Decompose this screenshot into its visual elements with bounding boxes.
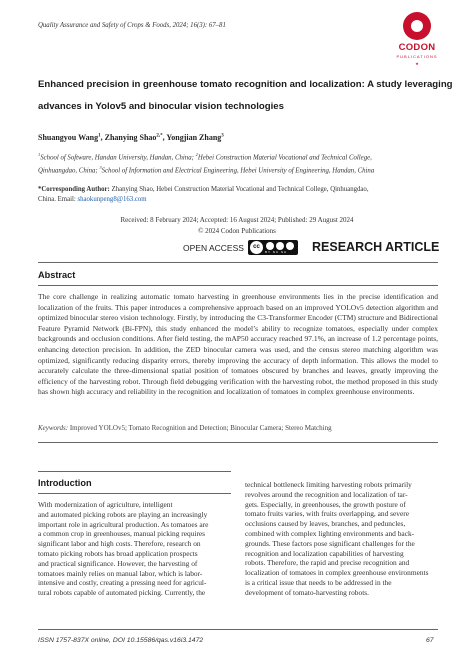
title-line-2: advances in Yolov5 and binocular vision technologies: [38, 101, 284, 112]
footer-issn-doi: ISSN 1757-837X online, DOI 10.15586/qas.v16i3.1472: [38, 637, 204, 644]
abstract-body: The core challenge in realizing automatic tomato harvesting in greenhouse environments lies in the precise identification and localization of the fruits. This paper introduces a comprehensive approach based on an improved YOLOv5 detection algorithm and optimized binocular stereo vision technology. Firstly, by introducing the C3-Transformer Encoder (CTM) structure and Bidirectional Feature Pyramid Network (Bi-FPN), this study enhanced the model’s ability to recognize tomatoes, especially under complex backgrounds and occlusion conditions. After field testing, the mAP50 accuracy reached 97.1%, an increase of 1.2 percentage points, enhancing detection precision. In addition, the ZED binocular camera was used, and the census stereo matching algorithm was optimized, significantly reducing disparity errors, thereby improving the accuracy of depth information. This allows the model to accurately calculate the three-dimensional spatial position of tomatoes obscured by branches and leaves, greatly improving the efficiency of the harvesting robot. Through field debugging verification with the harvesting robot, the method proposed in this study has shown high accuracy and reliability in the recognition and localization of tomatoes in complex greenhouse environments.: [38, 292, 438, 397]
affiliation-marker: 1: [38, 152, 41, 157]
copyright-line: © 2024 Codon Publications: [198, 226, 276, 235]
introduction-left-column: [38, 500, 231, 640]
logo-star-icon: ★: [415, 61, 419, 66]
non-commercial-icon: [276, 242, 284, 250]
text-line: tomatoes mainly relies on manual labor, which is labor-: [38, 568, 203, 578]
text-line: important role in agricultural production. As tomatoes are: [38, 519, 209, 529]
text-line: development of tomato-harvesting robots.: [245, 587, 369, 597]
text-line: gets. Especially, in greenhouses, the growth posture of: [245, 499, 406, 509]
author-name: Zhanying Shao: [104, 133, 157, 142]
text-line: occlusions caused by leaves, branches, and peduncles,: [245, 519, 406, 529]
divider: [38, 285, 438, 286]
open-access-label: OPEN ACCESS: [183, 243, 244, 253]
title-line-1: Enhanced precision in greenhouse tomato recognition and localization: A study leveraging: [38, 79, 453, 90]
text-line: localization of tomatoes in complex greenhouse environments: [245, 568, 429, 578]
text-line: tomato picking robots has broad application prospects: [38, 549, 198, 558]
introduction-heading: Introduction: [38, 478, 92, 488]
license-small-text: BY NC SA: [265, 250, 287, 254]
publication-dates: [0, 215, 474, 236]
text-line: tomato fruits varies, with fruits overlapping, and severe: [245, 509, 409, 519]
text-line: significant labor and high costs. Therefore, research on: [38, 539, 201, 549]
abstract-heading: Abstract: [38, 270, 76, 280]
share-alike-icon: [286, 242, 294, 250]
text-line: recognition and localization capabilities of harvesting: [245, 548, 404, 558]
author-name: Shuangyou Wang: [38, 133, 99, 142]
footer-divider: [38, 629, 438, 630]
keywords: [38, 424, 438, 432]
text-line: and practical significance. However, the harvesting of: [38, 558, 198, 568]
text-line: combined with complex lighting environments and back-: [245, 529, 415, 538]
affiliation-text: Hebei Construction Material Vocational and Technical College,: [197, 154, 372, 162]
author-list: Shuangyou Wang$^1$, Zhanying Shao$^{2,*}$, Yongjian Zhang$^3$: [38, 133, 224, 142]
text-line: technical bottleneck limiting harvesting robots primarily: [245, 480, 412, 489]
logo-wordmark: CODON: [398, 42, 436, 53]
corresponding-text: Zhanying Shao, Hebei Construction Material Vocational and Technical College, Qinhuangdao,: [109, 186, 369, 193]
text-line: revolves around the recognition and localization of tar-: [245, 489, 408, 499]
affiliations: [38, 150, 438, 177]
affiliation-marker: 2: [195, 152, 198, 157]
text-line: and automated picking robots are playing an increasingly: [38, 509, 208, 519]
author-affiliation-marker: 2,*: [156, 133, 163, 139]
text-line: With modernization of agriculture, intelligent: [38, 500, 173, 509]
author-affiliation-marker: 1: [98, 133, 101, 139]
affiliation-text: School of Software, Handan University, Handan, China;: [40, 154, 196, 162]
affiliation-text: School of Information and Electrical Engineering, Hebei University of Engineering, Handan, China: [101, 167, 375, 175]
creative-commons-icon: cc: [250, 241, 263, 254]
article-type: RESEARCH ARTICLE: [312, 240, 440, 254]
text-line: intensive and costly, creating a pressing need for agricul-: [38, 578, 207, 588]
affiliation-marker: 3: [99, 165, 102, 171]
dates-line: Received: 8 February 2024; Accepted: 16 August 2024; Published: 29 August 2024: [120, 216, 354, 224]
page-number: 67: [426, 637, 434, 644]
corresponding-author: [38, 185, 438, 205]
divider: [38, 262, 438, 263]
text-line: a common crop in greenhouses, manual picking requires: [38, 529, 206, 539]
keywords-text: Improved YOLOv5; Tomato Recognition and Detection; Binocular Camera; Stereo Matching: [68, 424, 332, 432]
author-affiliation-marker: 3: [221, 133, 224, 139]
corresponding-text: China. Email:: [38, 196, 78, 204]
text-line: robots. Therefore, the rapid and precise recognition and: [245, 558, 410, 568]
introduction-right-column: [245, 480, 438, 620]
text-line: is a critical issue that needs to be addressed in the: [245, 578, 392, 587]
author-name: Yongjian Zhang: [166, 133, 222, 142]
affiliation-text: Qinhuangdao, China;: [38, 167, 100, 175]
text-line: grounds. These factors pose significant challenges for the: [245, 538, 415, 548]
codon-logo-icon: [403, 12, 431, 40]
corresponding-label: *Corresponding Author:: [38, 186, 110, 193]
divider: [38, 471, 231, 472]
divider: [38, 493, 231, 494]
email-link[interactable]: shaokunpeng8@163.com: [77, 196, 147, 204]
logo-tagline: PUBLICATIONS: [396, 54, 438, 59]
keywords-label: Keywords:: [38, 424, 69, 432]
publisher-logo[interactable]: [392, 12, 442, 70]
text-line: tural robots capable of automated picking. Currently, the: [38, 588, 206, 598]
journal-header: Quality Assurance and Safety of Crops & Foods, 2024; 16(3): 67–81: [38, 22, 226, 29]
cc-by-nc-sa-icon[interactable]: [248, 240, 298, 255]
attribution-icon: [266, 242, 274, 250]
divider: [38, 442, 438, 443]
